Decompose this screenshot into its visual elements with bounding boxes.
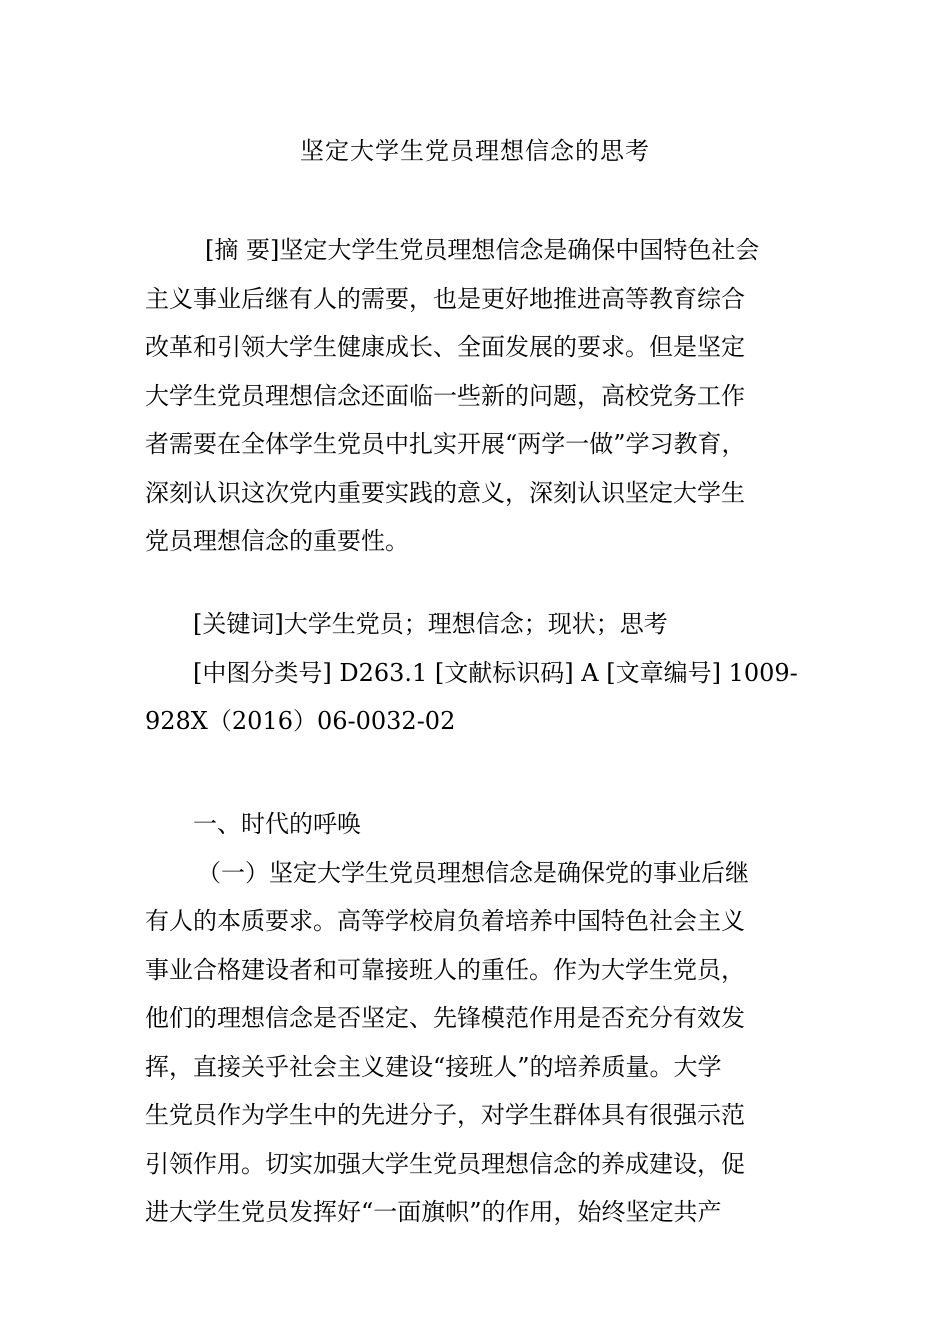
section-line: 生党员作为学生中的先进分子，对学生群体具有很强示范: [145, 1101, 745, 1129]
abstract-line: 改革和引领大学生健康成长、全面发展的要求。但是坚定: [145, 333, 745, 361]
metadata-block: [145, 600, 805, 746]
section-line: 事业合格建设者和可靠接班人的重任。作为大学生党员，: [145, 955, 745, 984]
classification-line-continued: 928X（2016）06-0032-02: [145, 707, 456, 735]
abstract-line: 党员理想信念的重要性。: [145, 527, 409, 555]
section-line: 引领作用。切实加强大学生党员理想信念的养成建设，促: [145, 1149, 745, 1178]
abstract-line: 者需要在全体学生党员中扎实开展“两学一做”学习教育，: [145, 430, 746, 458]
section-line: 进大学生党员发挥好“一面旗帜”的作用，始终坚定共产: [145, 1198, 722, 1226]
section-line: 挥，直接关乎社会主义建设“接班人”的培养质量。大学: [145, 1052, 722, 1081]
section-line: （一）坚定大学生党员理想信念是确保党的事业后继: [197, 858, 749, 887]
section-line: 他们的理想信念是否坚定、先锋模范作用是否充分有效发: [145, 1004, 745, 1032]
abstract-line: 大学生党员理想信念还面临一些新的问题，高校党务工作: [145, 381, 745, 410]
keywords-line: [关键词]大学生党员；理想信念；现状；思考: [193, 610, 668, 638]
abstract-line: 深刻认识这次党内重要实践的意义，深刻认识坚定大学生: [145, 478, 745, 507]
document-title: 坚定大学生党员理想信念的思考: [300, 137, 650, 165]
abstract-paragraph: [145, 226, 805, 566]
section-line: 有人的本质要求。高等学校肩负着培养中国特色社会主义: [145, 907, 745, 935]
section-block: [145, 800, 805, 1237]
classification-line: [中图分类号] D263.1 [文献标识码] A [文章编号] 1009-: [193, 658, 798, 687]
abstract-line: [摘 要]坚定大学生党员理想信念是确保中国特色社会: [205, 236, 760, 264]
abstract-line: 主义事业后继有人的需要，也是更好地推进高等教育综合: [145, 284, 745, 313]
section-heading: 一、时代的呼唤: [193, 810, 361, 838]
